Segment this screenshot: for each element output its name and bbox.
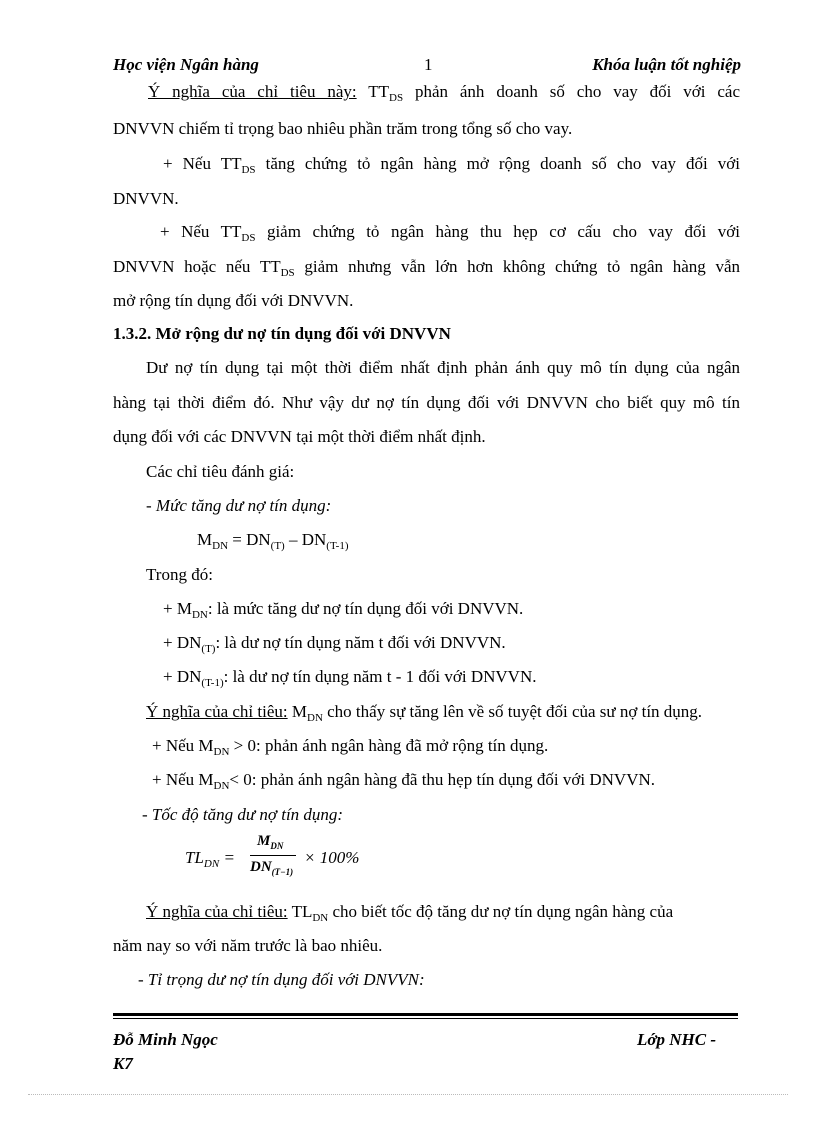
formula-rate-lhs: $TL_{DN}$ = [185, 848, 235, 870]
meaning-label: Ý nghĩa của chỉ tiêu này: [148, 82, 357, 101]
page-number: 1 [424, 55, 433, 74]
outstanding-line-1: Dư nợ tín dụng tại một thời điểm nhất định phản ánh quy mô tín dụng của ngân [146, 358, 740, 377]
meaning-tldn-line-1: Ý nghĩa của chỉ tiêu: $TL_{DN}$ cho biết tốc độ tăng dư nợ tín dụng ngân hàng của [146, 902, 674, 924]
outstanding-line-3: dụng đối với các DNVVN tại một thời điểm nhất định. [113, 427, 486, 446]
meaning-line-2: DNVVN chiếm tỉ trọng bao nhiêu phần trăm trong tổng số cho vay. [113, 119, 573, 138]
meaning-mdn: Ý nghĩa của chỉ tiêu: $M_{DN}$ cho thấy sự tăng lên về số tuyệt đối của sư nợ tín dụng. [146, 702, 703, 724]
increase-line-1: + Nếu $TT_{DS}$ tăng chứng tỏ ngân hàng mở rộng doanh số cho vay đối với [163, 154, 741, 176]
criteria-intro: Các chỉ tiêu đánh giá: [146, 462, 295, 481]
def-dnt1: + $DN_{(T-1)}$: là dư nợ tín dụng năm t - 1 đối với DNVVN. [163, 667, 537, 689]
footer-cohort: K7 [113, 1054, 133, 1073]
fraction-bar [250, 855, 296, 856]
outstanding-line-2: hàng tại thời điểm đó. Như vậy dư nợ tín dụng đối với DNVVN cho biết quy mô tín [113, 393, 740, 412]
meaning-line-1: Ý nghĩa của chỉ tiêu này: $TT_{DS}$ phản ánh doanh số cho vay đối với các [148, 82, 740, 104]
formula-rate-multiplier: × 100% [304, 848, 360, 867]
item2-title: - Tốc độ tăng dư nợ tín dụng: [142, 805, 344, 824]
decrease-line-2: DNVVN hoặc nếu $TT_{DS}$ giảm nhưng vẫn lớn hơn không chứng tỏ ngân hàng vẫn [113, 257, 740, 279]
def-dnt: + $DN_{(T)}$: là dư nợ tín dụng năm t đối với DNVVN. [163, 633, 506, 655]
where-label: Trong đó: [146, 565, 213, 584]
item1-title: - Mức tăng dư nợ tín dụng: [146, 496, 332, 515]
footer-rule-thin [113, 1018, 738, 1019]
section-heading: 1.3.2. Mở rộng dư nợ tín dụng đối với DNVVN [113, 324, 451, 343]
page-edge-dots [28, 1094, 788, 1095]
header-left: Học viện Ngân hàng [113, 55, 259, 74]
formula-increase: $M_{DN} = DN_{(T)} - DN_{(T-1)}$ [197, 530, 349, 552]
formula-rate-numerator: $M_{DN}$ [257, 833, 284, 851]
def-mdn: + $M_{DN}$: là mức tăng dư nợ tín dụng đối với DNVVN. [163, 599, 524, 621]
footer-rule-thick [113, 1013, 738, 1016]
cond-negative: + Nếu $M_{DN}< 0$: phản ánh ngân hàng đã thu hẹp tín dụng đối với DNVVN. [152, 770, 655, 792]
footer-class: Lớp NHC - [637, 1030, 717, 1049]
decrease-line-1: + Nếu $TT_{DS}$ giảm chứng tỏ ngân hàng thu hẹp cơ cấu cho vay đối với [160, 222, 740, 244]
cond-positive: + Nếu $M_{DN} > 0$: phản ánh ngân hàng đã mở rộng tín dụng. [152, 736, 549, 758]
formula-rate-denominator: $DN_{(T-1)}$ [250, 859, 294, 877]
item3-title: - Tỉ trọng dư nợ tín dụng đối với DNVVN: [138, 970, 425, 989]
footer-author: Đỗ Minh Ngọc [113, 1030, 218, 1049]
increase-line-2: DNVVN. [113, 189, 179, 208]
meaning-tldn-line-2: năm nay so với năm trước là bao nhiêu. [113, 936, 383, 955]
decrease-line-3: mở rộng tín dụng đối với DNVVN. [113, 291, 354, 310]
header-right: Khóa luận tốt nghiệp [592, 55, 741, 74]
